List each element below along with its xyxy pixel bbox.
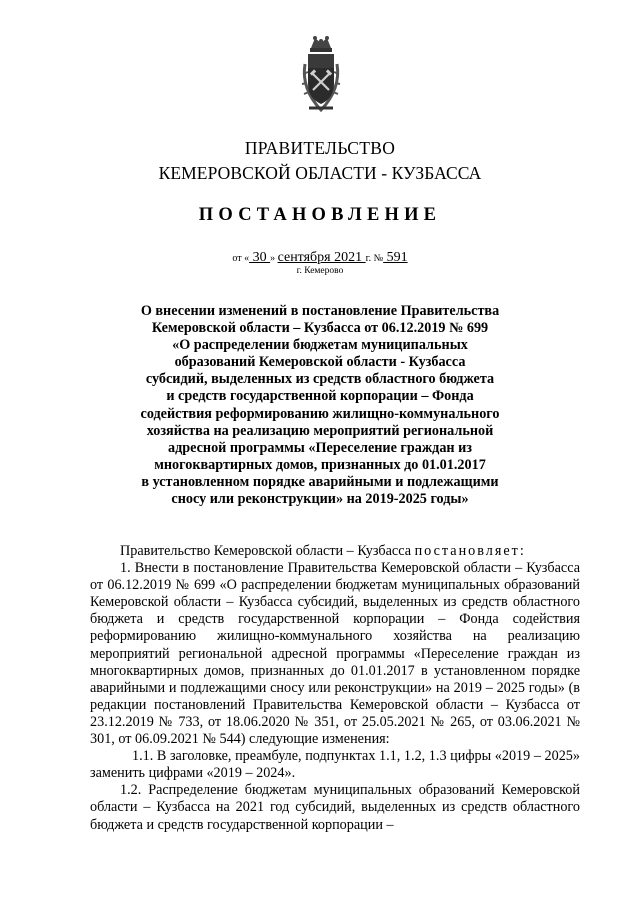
title-line: Кемеровской области – Кузбасса от 06.12.2019 № 699 <box>151 320 489 337</box>
date-year-suffix: г. № <box>365 253 384 264</box>
document-type-heading: ПОСТАНОВЛЕНИЕ <box>198 205 442 225</box>
title-line: содействия реформированию жилищно-коммунального <box>140 405 500 422</box>
title-line: в установленном порядке аварийными и подлежащими <box>141 473 499 490</box>
preamble-lead: Правительство Кемеровской области – Кузбасса <box>120 543 415 559</box>
preamble-verb: постановляет: <box>414 543 526 559</box>
date-number-line <box>0 250 640 266</box>
item-1-paragraph: 1. Внести в постановление Правительства Кемеровской области – Кузбасса от 06.12.2019 № 699 «О распределении бюджетам муниципальных образований Кемеровской области – Кузбасса субсидий, выделенных из средств областного бюджета и средств государственной корпорации – Фонда содействия реформированию жилищно-коммунального хозяйства на реализацию мероприятий региональной адресной программы «Переселение граждан из многоквартирных домов, признанных до 01.01.2017 в установленном порядке аварийными и подлежащими сносу или реконструкции» на 2019 – 2025 годы» (в редакции постановлений Правительства Кемеровской области – Кузбасса от 23.12.2019 № 733, от 18.06.2020 № 351, от 25.05.2021 № 265, от 03.06.2021 № 301, от 06.09.2021 № 544) следующие изменения: <box>90 560 580 748</box>
title-line: адресной программы «Переселение граждан из <box>167 439 473 456</box>
date-month-year: сентября 2021 <box>277 250 366 265</box>
document-body <box>90 543 580 834</box>
title-line: образований Кемеровской области - Кузбасса <box>174 354 466 371</box>
date-prefix: от « <box>232 253 250 264</box>
title-line: и средств государственной корпорации – Фонда <box>166 388 474 405</box>
city-name: г. Кемерово <box>296 266 344 276</box>
title-line: О внесении изменений в постановление Правительства <box>140 303 500 319</box>
title-line: «О распределении бюджетам муниципальных <box>172 337 468 354</box>
date-day: 30 <box>249 250 271 265</box>
document-title <box>130 303 510 508</box>
item-1-2-paragraph: 1.2. Распределение бюджетам муниципальных образований Кемеровской области – Кузбасса на 2021 год субсидий, выделенных из средств областного бюджета и средств государственной корпорации – <box>90 782 580 833</box>
title-line: субсидий, выделенных из средств областного бюджета <box>145 371 495 388</box>
title-line: сносу или реконструкции» на 2019-2025 годы» <box>171 491 469 508</box>
preamble-paragraph <box>90 543 580 560</box>
title-line: хозяйства на реализацию мероприятий региональной <box>146 422 494 439</box>
title-line: многоквартирных домов, признанных до 01.01.2017 <box>154 456 486 473</box>
government-name-line-2: КЕМЕРОВСКОЙ ОБЛАСТИ - КУЗБАССА <box>158 163 482 183</box>
government-name-line-1: ПРАВИТЕЛЬСТВО <box>244 138 396 158</box>
coat-of-arms-emblem <box>299 34 343 114</box>
document-number: 591 <box>383 250 408 265</box>
date-mid: » <box>270 253 278 264</box>
item-1-1-paragraph: 1.1. В заголовке, преамбуле, подпунктах 1.1, 1.2, 1.3 цифры «2019 – 2025» заменить цифрами «2019 – 2024». <box>90 748 580 782</box>
